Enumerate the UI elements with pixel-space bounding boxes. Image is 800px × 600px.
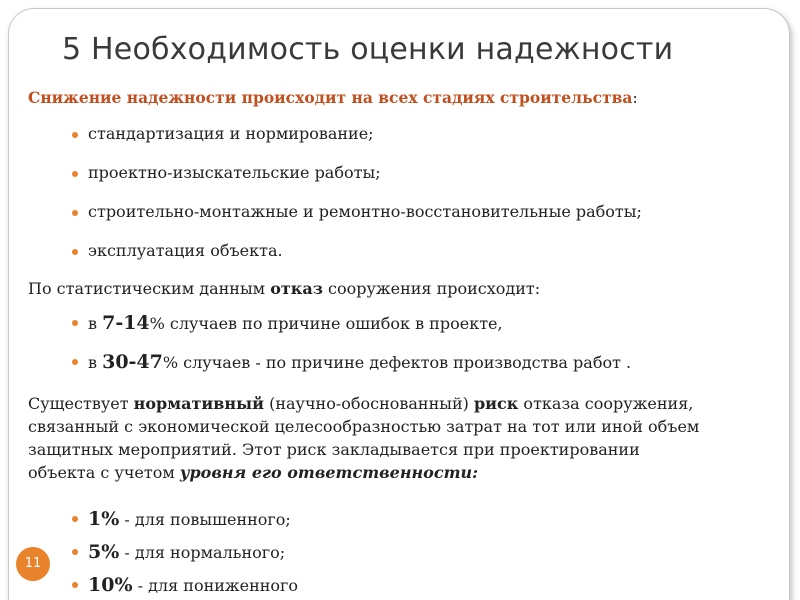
bold-term: риск (473, 394, 519, 413)
lead-line (28, 88, 638, 107)
item-percent-range: 30-47 (102, 351, 163, 373)
list-item: стандартизация и нормирование; (72, 124, 642, 163)
statistics-prefix: По статистическим данным (28, 279, 271, 298)
level-text: - для нормального; (119, 543, 286, 562)
lead-colon: : (632, 89, 638, 107)
list-item (72, 541, 298, 574)
text-span: объекта с учетом (28, 463, 180, 482)
text-span: отказа сооружения, (518, 394, 694, 413)
item-prefix: в (88, 314, 103, 333)
list-item (72, 574, 298, 600)
level-text: - для пониженного (132, 576, 299, 595)
stages-list (72, 124, 642, 280)
statistics-bold-word: отказ (270, 279, 323, 298)
item-percent-range: 7-14 (102, 312, 150, 334)
item-prefix: в (88, 353, 103, 372)
list-item: проектно-изыскательские работы; (72, 163, 642, 202)
level-percent: 10% (88, 574, 133, 596)
list-item: эксплуатация объекта. (72, 241, 642, 280)
list-item (72, 312, 631, 351)
bold-italic-term: уровня его ответственности: (179, 463, 479, 482)
paragraph-line (28, 392, 788, 415)
page-number-badge: 11 (16, 547, 50, 581)
statistics-list (72, 312, 631, 390)
level-text: - для повышенного; (119, 510, 291, 529)
item-text: % случаев - по причине дефектов производства работ . (162, 353, 632, 372)
statistics-suffix: сооружения происходит: (322, 279, 541, 298)
paragraph-line (28, 461, 788, 484)
paragraph-line: связанный с экономической целесообразностью затрат на тот или иной объем (28, 417, 700, 436)
lead-accent-text: Снижение надежности происходит на всех стадиях строительства (28, 88, 633, 107)
paragraph-line: защитных мероприятий. Этот риск закладывается при проектировании (28, 440, 640, 459)
level-percent: 1% (88, 508, 120, 530)
text-span: Существует (28, 394, 134, 413)
item-text: % случаев по причине ошибок в проекте, (149, 314, 503, 333)
slide-title: 5 Необходимость оценки надежности (62, 32, 674, 67)
responsibility-levels-list (72, 508, 298, 600)
text-span: (научно-обоснованный) (264, 394, 474, 413)
list-item: строительно-монтажные и ремонтно-восстановительные работы; (72, 202, 642, 241)
bold-term: нормативный (133, 394, 264, 413)
statistics-intro (28, 279, 540, 298)
list-item (72, 508, 298, 541)
level-percent: 5% (88, 541, 120, 563)
list-item (72, 351, 631, 390)
risk-paragraph (28, 392, 788, 484)
